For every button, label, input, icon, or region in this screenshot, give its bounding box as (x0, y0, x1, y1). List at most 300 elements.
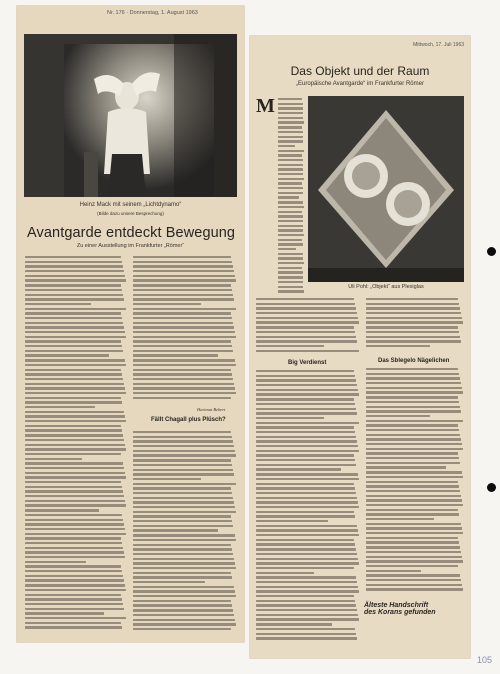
punch-hole-top (487, 247, 496, 256)
text-line (256, 350, 359, 352)
text-line (25, 439, 124, 441)
text-line (278, 168, 303, 170)
text-line (278, 267, 302, 269)
text-line (256, 412, 357, 414)
text-line (278, 271, 303, 273)
text-line (133, 383, 234, 385)
text-line (25, 364, 126, 366)
right-text-column-1 (256, 298, 360, 358)
text-lines (256, 370, 360, 640)
text-line (256, 492, 356, 494)
text-line (25, 387, 125, 389)
text-line (25, 467, 124, 469)
text-line (256, 487, 355, 489)
text-line (366, 326, 458, 328)
text-line (366, 481, 458, 483)
text-line (133, 336, 236, 338)
text-line (366, 438, 461, 440)
text-line (366, 396, 458, 398)
text-line (278, 164, 303, 166)
text-line (256, 468, 341, 470)
koran-box-line-1: Älteste Handschrift (364, 602, 429, 609)
text-line (133, 511, 236, 513)
text-line (278, 173, 303, 175)
text-line (366, 420, 463, 422)
text-line (133, 619, 235, 621)
text-lines (133, 256, 237, 399)
text-line (366, 406, 460, 408)
text-line (133, 595, 236, 597)
text-line (278, 117, 303, 119)
text-line (366, 401, 459, 403)
text-line (25, 322, 123, 324)
text-line (25, 425, 121, 427)
text-line (25, 401, 122, 403)
text-line (278, 234, 304, 236)
text-line (133, 454, 236, 456)
text-line (25, 312, 121, 314)
text-line (133, 440, 233, 442)
text-line (25, 284, 121, 286)
text-line (25, 556, 125, 558)
text-line (25, 533, 126, 535)
text-line (133, 600, 231, 602)
text-line (256, 417, 324, 419)
right-intro-column (278, 98, 304, 298)
text-line (133, 483, 236, 485)
text-line (25, 415, 125, 417)
text-line (278, 253, 303, 255)
text-line (366, 462, 460, 464)
text-line (366, 434, 460, 436)
text-line (25, 270, 124, 272)
text-line (25, 570, 122, 572)
text-line (256, 307, 356, 309)
text-line (256, 614, 358, 616)
text-line (366, 565, 458, 567)
text-line (133, 369, 231, 371)
text-line (25, 458, 82, 460)
text-line (278, 286, 303, 288)
text-line (133, 354, 218, 356)
text-line (133, 445, 234, 447)
text-line (366, 331, 459, 333)
punch-hole-bottom (487, 483, 496, 492)
text-line (366, 317, 462, 319)
text-line (25, 598, 122, 600)
right-text-column-3 (366, 298, 464, 354)
text-line (25, 303, 91, 305)
text-line (133, 567, 236, 569)
text-line (366, 527, 462, 529)
text-line (25, 429, 122, 431)
text-line (25, 504, 126, 506)
koran-box-line-2: des Korans gefunden (364, 609, 436, 616)
right-newspaper-clipping (250, 36, 470, 658)
text-line (133, 289, 232, 291)
text-line (256, 312, 357, 314)
text-line (25, 575, 123, 577)
left-headline: Avantgarde entdeckt Bewegung (27, 225, 236, 241)
text-line (278, 225, 303, 227)
text-line (25, 612, 104, 614)
text-line (256, 459, 355, 461)
text-line (278, 182, 302, 184)
text-line (256, 581, 357, 583)
text-line (256, 422, 359, 424)
text-line (256, 426, 354, 428)
text-line (25, 275, 125, 277)
text-line (366, 336, 460, 338)
text-line (256, 543, 355, 545)
text-line (256, 408, 356, 410)
text-line (256, 445, 358, 447)
text-line (25, 298, 124, 300)
text-line (25, 547, 123, 549)
text-line (133, 604, 232, 606)
text-line (133, 431, 231, 433)
text-line (256, 431, 355, 433)
text-line (133, 378, 233, 380)
text-line (25, 345, 122, 347)
text-line (278, 257, 303, 259)
text-line (133, 340, 231, 342)
text-line (25, 603, 123, 605)
text-line (278, 187, 303, 189)
text-line (25, 476, 126, 478)
right-photo-caption: Uli Pohl: „Objekt“ aus Plexiglas (348, 284, 424, 290)
text-line (366, 490, 460, 492)
text-line (256, 336, 356, 338)
text-line (133, 436, 232, 438)
text-line (256, 298, 354, 300)
left-text-column-1 (25, 256, 127, 636)
text-line (278, 145, 295, 147)
text-line (278, 159, 303, 161)
text-line (133, 586, 234, 588)
text-line (133, 303, 201, 305)
text-line (256, 534, 359, 536)
text-line (278, 136, 303, 138)
text-line (256, 515, 355, 517)
text-line (133, 397, 231, 399)
text-line (25, 383, 124, 385)
text-line (25, 481, 121, 483)
text-line (256, 633, 356, 635)
text-line (256, 572, 314, 574)
text-line (133, 261, 232, 263)
text-line (366, 340, 461, 342)
left-photo-caption-note: (Bilde dazu unsere Besprechung) (97, 211, 164, 216)
text-line (25, 420, 126, 422)
text-line (256, 478, 359, 480)
text-line (256, 637, 357, 639)
text-line (366, 377, 460, 379)
text-line (366, 457, 459, 459)
text-line (133, 525, 233, 527)
text-line (133, 515, 231, 517)
text-line (366, 588, 463, 590)
text-line (133, 473, 234, 475)
text-line (278, 126, 302, 128)
text-line (25, 261, 122, 263)
text-line (133, 345, 232, 347)
text-line (133, 364, 236, 366)
text-line (256, 497, 357, 499)
text-line (278, 154, 302, 156)
text-line (366, 387, 462, 389)
text-line (25, 490, 123, 492)
text-line (366, 345, 430, 347)
left-signature: Hartmut Bebert (197, 407, 226, 412)
text-line (133, 275, 235, 277)
text-line (366, 499, 462, 501)
text-line (278, 112, 303, 114)
text-line (25, 411, 124, 413)
text-line (256, 609, 357, 611)
text-line (366, 541, 459, 543)
text-line (25, 373, 122, 375)
text-line (133, 392, 236, 394)
text-line (366, 391, 463, 393)
text-line (133, 317, 232, 319)
text-lines (25, 256, 127, 629)
text-line (25, 523, 124, 525)
text-line (25, 378, 123, 380)
drop-cap: M (256, 95, 275, 117)
text-line (366, 452, 458, 454)
text-line (278, 239, 302, 241)
text-line (133, 487, 231, 489)
left-text-column-2 (133, 256, 237, 406)
text-line (256, 558, 358, 560)
text-line (25, 537, 121, 539)
text-line (133, 529, 218, 531)
text-line (25, 622, 121, 624)
text-line (133, 590, 235, 592)
text-line (366, 551, 461, 553)
text-line (256, 553, 357, 555)
text-line (366, 415, 430, 417)
text-line (133, 609, 233, 611)
text-line (256, 403, 355, 405)
text-line (256, 576, 356, 578)
text-line (278, 121, 304, 123)
text-line (256, 539, 354, 541)
text-line (366, 504, 463, 506)
koran-manuscript-box (364, 602, 464, 652)
text-line (133, 298, 234, 300)
text-line (256, 450, 359, 452)
text-line (366, 382, 461, 384)
text-line (256, 623, 332, 625)
text-line (25, 561, 86, 563)
text-line (25, 626, 122, 628)
text-line (278, 262, 304, 264)
text-line (25, 434, 123, 436)
text-line (256, 567, 354, 569)
text-line (256, 398, 354, 400)
text-line (25, 265, 123, 267)
text-line (25, 289, 122, 291)
text-line (133, 623, 236, 625)
text-lines (256, 298, 360, 352)
text-line (133, 350, 233, 352)
text-line (256, 345, 324, 347)
text-line (25, 594, 121, 596)
text-line (133, 614, 234, 616)
text-line (25, 294, 123, 296)
left-subheadline: Zu einer Ausstellung im Frankfurter „Römer“ (76, 243, 185, 249)
text-line (25, 472, 125, 474)
text-line (133, 492, 232, 494)
text-line (278, 248, 296, 250)
text-line (133, 548, 232, 550)
text-line (25, 589, 126, 591)
text-line (278, 201, 303, 203)
text-line (25, 340, 121, 342)
text-line (256, 464, 356, 466)
text-line (278, 98, 302, 100)
text-line (25, 486, 122, 488)
plexiglas-object-photo (308, 96, 464, 282)
text-line (256, 604, 356, 606)
text-line (25, 579, 124, 581)
text-line (256, 483, 354, 485)
text-line (133, 628, 231, 630)
text-line (278, 192, 303, 194)
text-line (25, 317, 122, 319)
text-line (256, 548, 356, 550)
text-line (133, 265, 233, 267)
text-line (25, 509, 99, 511)
text-line (25, 326, 124, 328)
text-line (256, 331, 355, 333)
text-line (25, 308, 126, 310)
text-line (133, 322, 233, 324)
text-line (133, 539, 236, 541)
text-line (133, 469, 233, 471)
text-line (278, 178, 304, 180)
text-line (256, 501, 358, 503)
text-line (133, 373, 232, 375)
text-line (133, 562, 235, 564)
heinz-mack-photo (24, 34, 237, 197)
text-line (25, 584, 125, 586)
text-line (366, 307, 460, 309)
text-line (366, 546, 460, 548)
right-subtitle: „Europäische Avantgarde“ im Frankfurter Römer (296, 81, 424, 87)
text-line (133, 520, 232, 522)
text-line (366, 443, 462, 445)
text-line (256, 384, 357, 386)
text-line (278, 103, 303, 105)
text-line (278, 206, 304, 208)
text-line (25, 279, 126, 281)
text-line (133, 331, 235, 333)
text-line (25, 565, 121, 567)
text-lines (366, 368, 464, 591)
text-line (256, 590, 359, 592)
text-line (278, 215, 303, 217)
text-line (366, 303, 459, 305)
text-line (256, 506, 359, 508)
text-line (133, 576, 232, 578)
text-line (278, 211, 302, 213)
text-line (256, 326, 354, 328)
text-lines (133, 431, 237, 630)
text-line (25, 331, 125, 333)
left-newspaper-clipping (17, 6, 244, 642)
text-line (25, 397, 121, 399)
text-line (25, 528, 125, 530)
text-line (133, 553, 233, 555)
text-line (133, 572, 231, 574)
text-line (133, 558, 234, 560)
text-line (256, 440, 357, 442)
text-line (25, 617, 126, 619)
text-line (25, 406, 95, 408)
text-lines (278, 98, 304, 293)
text-line (366, 584, 462, 586)
text-line (256, 393, 359, 395)
text-line (133, 506, 235, 508)
text-line (133, 459, 231, 461)
right-section-head-1: Big Verdienst (288, 360, 327, 366)
text-line (366, 570, 421, 572)
text-line (256, 321, 359, 323)
text-line (256, 317, 358, 319)
text-line (133, 270, 234, 272)
text-line (366, 518, 434, 520)
text-line (133, 308, 236, 310)
text-line (278, 243, 303, 245)
text-line (256, 379, 356, 381)
text-line (366, 485, 459, 487)
left-clipping-header: Nr. 176 · Donnerstag, 1. August 1963 (107, 10, 198, 16)
text-line (25, 462, 123, 464)
text-line (366, 532, 463, 534)
right-text-column-4 (366, 368, 464, 596)
text-line (256, 511, 354, 513)
text-line (133, 279, 236, 281)
right-text-column-2 (256, 370, 360, 644)
text-line (366, 560, 463, 562)
text-line (278, 131, 303, 133)
left-text-column-3 (133, 431, 237, 636)
text-line (25, 500, 125, 502)
text-line (366, 495, 461, 497)
right-section-head-2: Das Sblegelo Nägelichen (378, 358, 450, 364)
text-line (366, 410, 461, 412)
text-line (256, 595, 354, 597)
text-line (25, 495, 124, 497)
text-line (366, 424, 458, 426)
text-line (256, 628, 355, 630)
text-line (366, 509, 458, 511)
text-line (133, 464, 232, 466)
text-line (25, 608, 124, 610)
text-line (278, 196, 299, 198)
text-lines (366, 298, 464, 347)
text-line (366, 321, 463, 323)
text-line (278, 281, 303, 283)
text-line (256, 370, 354, 372)
text-line (25, 359, 125, 361)
text-line (25, 448, 126, 450)
text-line (256, 473, 358, 475)
text-line (256, 454, 354, 456)
